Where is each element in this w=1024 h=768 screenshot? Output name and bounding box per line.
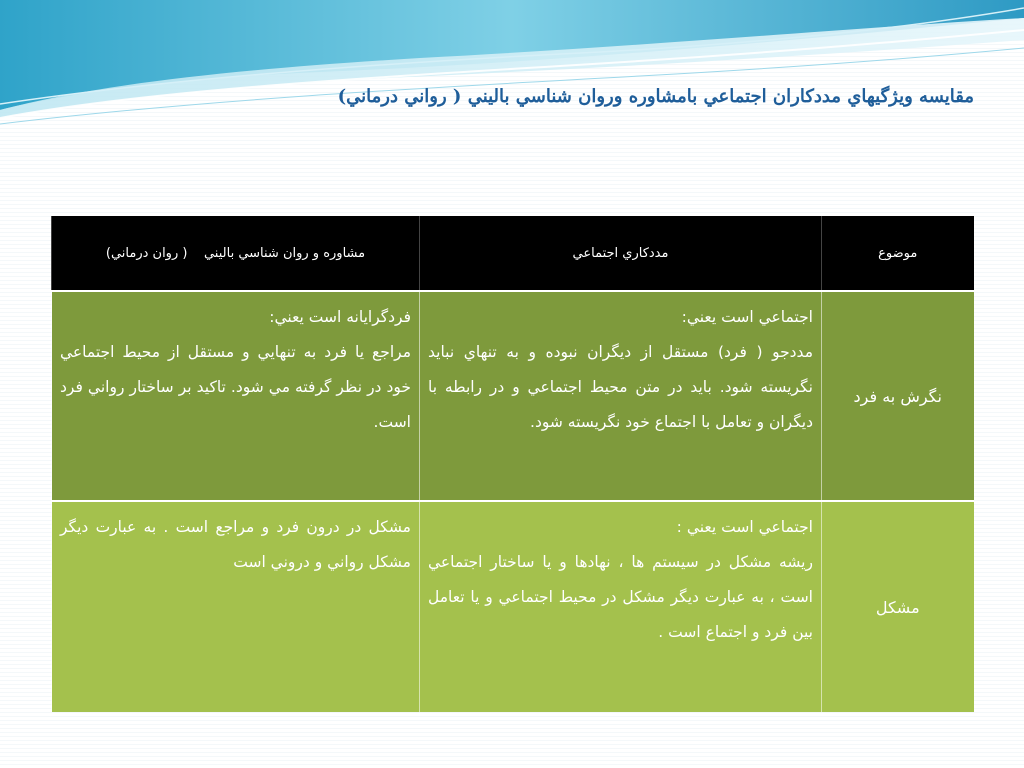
row-social-work-cell — [420, 501, 822, 712]
header-wave-decoration — [0, 0, 1024, 130]
comparison-table — [51, 216, 974, 712]
cell-heading: فردگرايانه است يعني: — [269, 308, 411, 326]
slide-title: مقايسه ويژگيهاي مددكاران اجتماعي بامشاوره وروان شناسي باليني ( رواني درماني) — [337, 86, 974, 107]
row-topic: مشكل — [822, 501, 974, 712]
table-row — [52, 501, 974, 712]
cell-heading: اجتماعي است يعني : — [676, 518, 813, 536]
row-social-work-cell — [420, 291, 822, 501]
header-clinical: مشاوره و روان شناسي باليني ( روان درماني) — [52, 216, 420, 291]
cell-body: مددجو ( فرد) مستقل از ديگران نبوده و به تنهاي نبايد نگريسته شود. بايد در متن محيط اجتماعي و در رابطه با ديگران و تعامل با اجتماع خود نگريسته شود. — [428, 343, 813, 431]
cell-body: مراجع يا فرد به تنهايي و مستقل از محيط اجتماعي خود در نظر گرفته مي شود. تاكيد بر ساختار رواني فرد است. — [60, 343, 411, 431]
table-row — [52, 291, 974, 501]
table-header-row — [52, 216, 974, 291]
header-topic: موضوع — [822, 216, 974, 291]
cell-heading: اجتماعي است يعني: — [681, 308, 813, 326]
row-topic: نگرش به فرد — [822, 291, 974, 501]
cell-body: ريشه مشكل در سيستم ها ، نهادها و يا ساختار اجتماعي است ، به عبارت ديگر مشكل در محيط اجتماعي و يا تعامل بين فرد و اجتماع است . — [428, 553, 813, 641]
header-social-work: مددكاري اجتماعي — [420, 216, 822, 291]
row-clinical-cell — [52, 291, 420, 501]
cell-body: مشكل در درون فرد و مراجع است . به عبارت ديگر مشكل رواني و دروني است — [60, 518, 411, 571]
row-clinical-cell — [52, 501, 420, 712]
